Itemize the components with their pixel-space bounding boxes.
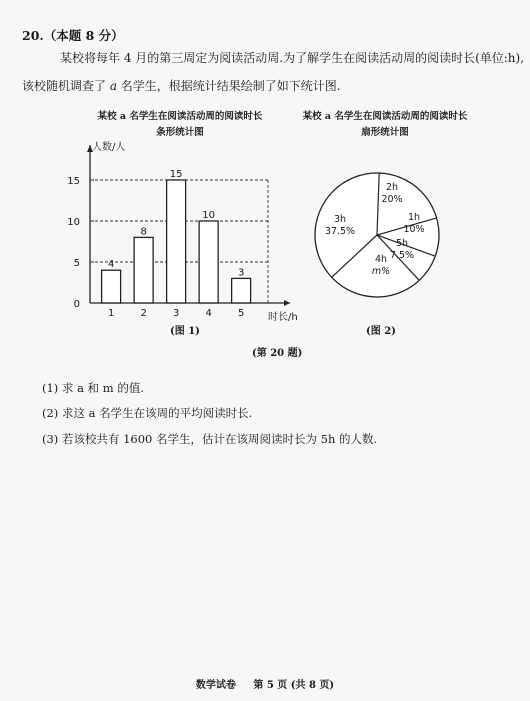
bar-4 <box>199 221 218 303</box>
question-intro-line-1: 某校将每年 4 月的第三周定为阅读活动周.为了解学生在阅读活动周的阅读时长(单位:h), <box>60 51 525 65</box>
bar-value-label: 15 <box>169 169 183 180</box>
pie-slice-label: 3h <box>333 214 347 225</box>
x-tick-label: 4 <box>205 308 212 319</box>
bar-chart-subtitle: 条形统计图 <box>156 127 204 138</box>
sub-question-1: (1) 求 a 和 m 的值. <box>42 381 144 395</box>
x-tick-label: 2 <box>140 308 147 319</box>
pie-slice-label: 1h <box>407 212 421 223</box>
x-tick-label: 5 <box>237 308 245 319</box>
bar-2 <box>134 237 153 303</box>
bar-value-label: 4 <box>107 259 115 271</box>
pie-slice-label: 2h <box>385 182 399 193</box>
variable-a: a <box>109 79 117 93</box>
bar-value-label: 3 <box>237 267 245 279</box>
pie-slice-value: 20% <box>381 194 403 205</box>
footer-subject: 数学试卷 <box>195 680 236 691</box>
sub-question-3: (3) 若该校共有 1600 名学生，估计在该周阅读时长为 5h 的人数. <box>42 432 378 446</box>
figure-1-caption: (图 1) <box>170 326 200 337</box>
figure-2-caption: (图 2) <box>366 326 396 337</box>
bar-1 <box>102 270 121 303</box>
bar-chart-title: 某校 a 名学生在阅读活动周的阅读时长 <box>97 111 263 122</box>
sub-question-2: (2) 求这 a 名学生在该周的平均阅读时长. <box>42 406 253 420</box>
pie-slice-value: 37.5% <box>324 226 356 237</box>
pie-slice-value: 10% <box>403 224 425 235</box>
page-footer <box>0 676 530 691</box>
bar-value-label: 10 <box>202 210 215 221</box>
y-tick-label: 5 <box>73 258 80 269</box>
x-tick-label: 1 <box>107 308 115 319</box>
intro-text-a: 该校随机调查了 <box>22 79 110 93</box>
bar-3 <box>167 180 186 303</box>
y-tick-label: 15 <box>67 176 80 187</box>
pie-slice-value: 7.5% <box>389 250 415 261</box>
pie-chart-title: 某校 a 名学生在阅读活动周的阅读时长 <box>302 111 468 122</box>
bar-value-label: 8 <box>140 226 147 238</box>
x-axis-arrow <box>284 300 290 306</box>
y-tick-label: 10 <box>67 217 80 228</box>
question-header: 20.（本题 8 分） <box>22 28 124 43</box>
pie-chart-subtitle: 扇形统计图 <box>361 127 409 138</box>
x-axis-label: 时长/h <box>268 312 298 323</box>
pie-slice-value: m% <box>371 266 391 277</box>
intro-text-b: 名学生，根据统计结果绘制了如下统计图. <box>116 79 341 93</box>
pie-slice-label: 5h <box>395 238 409 249</box>
x-tick-label: 3 <box>172 308 180 319</box>
y-tick-label: 0 <box>73 299 80 310</box>
pie-slice-label: 4h <box>374 254 388 265</box>
footer-page: 第 5 页 (共 8 页) <box>253 680 335 691</box>
figure-number: (第 20 题) <box>252 348 303 359</box>
y-axis-label: 人数/人 <box>92 142 126 153</box>
bar-5 <box>232 278 251 303</box>
